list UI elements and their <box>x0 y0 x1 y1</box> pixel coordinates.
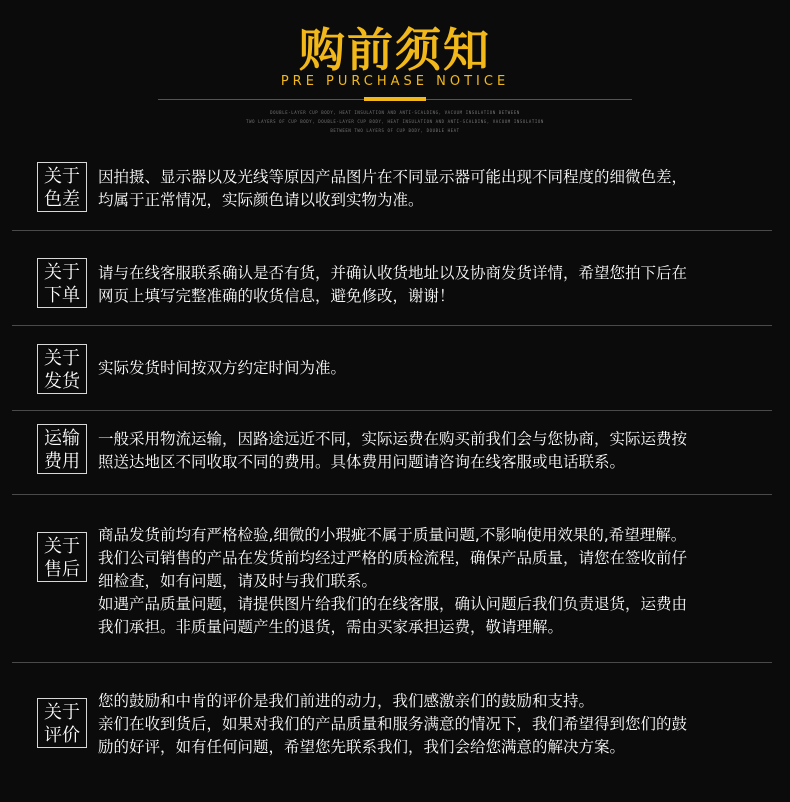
notice-header <box>0 0 790 140</box>
text-line: 网页上填写完整准确的收货信息，避免修改，谢谢！ <box>98 287 455 305</box>
fine-print-line: BETWEEN TWO LAYERS OF CUP BODY, DOUBLE HEAT <box>330 128 460 133</box>
section-badge <box>37 424 87 474</box>
badge-line: 色差 <box>44 189 80 210</box>
text-line: 我们公司销售的产品在发货前均经过严格的质检流程，确保产品质量，请您在签收前仔 <box>98 549 688 567</box>
text-line: 亲们在收到货后，如果对我们的产品质量和服务满意的情况下，我们希望得到您们的鼓 <box>98 715 688 733</box>
text-line: 商品发货前均有严格检验,细微的小瑕疵不属于质量问题,不影响使用效果的,希望理解。 <box>98 526 687 544</box>
fine-print-line: DOUBLE-LAYER CUP BODY, HEAT INSULATION AND ANTI-SCALDING, VACUUM INSULATION BETWEEN <box>270 110 520 115</box>
section-text <box>98 357 764 380</box>
section-badge <box>37 344 87 394</box>
badge-line: 评价 <box>44 725 80 746</box>
text-line: 我们承担。非质量问题产生的退货，需由买家承担运费，敬请理解。 <box>98 618 564 636</box>
section-badge <box>37 162 87 212</box>
badge-line: 发货 <box>44 371 80 392</box>
text-line: 如遇产品质量问题，请提供图片给我们的在线客服，确认问题后我们负责退货，运费由 <box>98 595 688 613</box>
text-line: 细检查，如有问题，请及时与我们联系。 <box>98 572 378 590</box>
fine-print-line: TWO LAYERS OF CUP BODY, DOUBLE-LAYER CUP BODY, HEAT INSULATION AND ANTI-SCALDING, VACUUM INSULATION <box>246 119 544 124</box>
page-title: 购前须知 <box>299 23 491 77</box>
badge-line: 运输 <box>44 428 80 449</box>
text-line: 实际发货时间按双方约定时间为准。 <box>98 359 347 377</box>
text-line: 均属于正常情况，实际颜色请以收到实物为准。 <box>98 191 424 209</box>
section-badge <box>37 698 87 748</box>
badge-line: 关于 <box>44 702 80 723</box>
section-text <box>98 428 764 474</box>
badge-line: 关于 <box>44 348 80 369</box>
text-line: 请与在线客服联系确认是否有货，并确认收货地址以及协商发货详情，希望您拍下后在 <box>98 264 688 282</box>
section-text <box>98 262 764 308</box>
badge-line: 关于 <box>44 166 80 187</box>
section-divider <box>12 325 772 326</box>
badge-line: 下单 <box>44 285 80 306</box>
section-divider <box>12 494 772 495</box>
badge-line: 费用 <box>44 451 80 472</box>
badge-line: 关于 <box>44 536 80 557</box>
text-line: 一般采用物流运输，因路途远近不同，实际运费在购买前我们会与您协商，实际运费按 <box>98 430 688 448</box>
header-accent-bar <box>364 97 426 101</box>
page-subtitle: PRE PURCHASE NOTICE <box>280 74 510 89</box>
text-line: 因拍摄、显示器以及光线等原因产品图片在不同显示器可能出现不同程度的细微色差， <box>98 168 688 186</box>
section-text <box>98 690 764 759</box>
text-line: 照送达地区不同收取不同的费用。具体费用问题请咨询在线客服或电话联系。 <box>98 453 626 471</box>
section-divider <box>12 662 772 663</box>
section-divider <box>12 230 772 231</box>
section-text <box>98 524 764 639</box>
section-text <box>98 166 764 212</box>
section-badge <box>37 532 87 582</box>
text-line: 您的鼓励和中肯的评价是我们前进的动力，我们感激亲们的鼓励和支持。 <box>98 692 595 710</box>
badge-line: 售后 <box>44 559 80 580</box>
section-badge <box>37 258 87 308</box>
text-line: 励的好评，如有任何问题，希望您先联系我们，我们会给您满意的解决方案。 <box>98 738 626 756</box>
section-divider <box>12 410 772 411</box>
badge-line: 关于 <box>44 262 80 283</box>
